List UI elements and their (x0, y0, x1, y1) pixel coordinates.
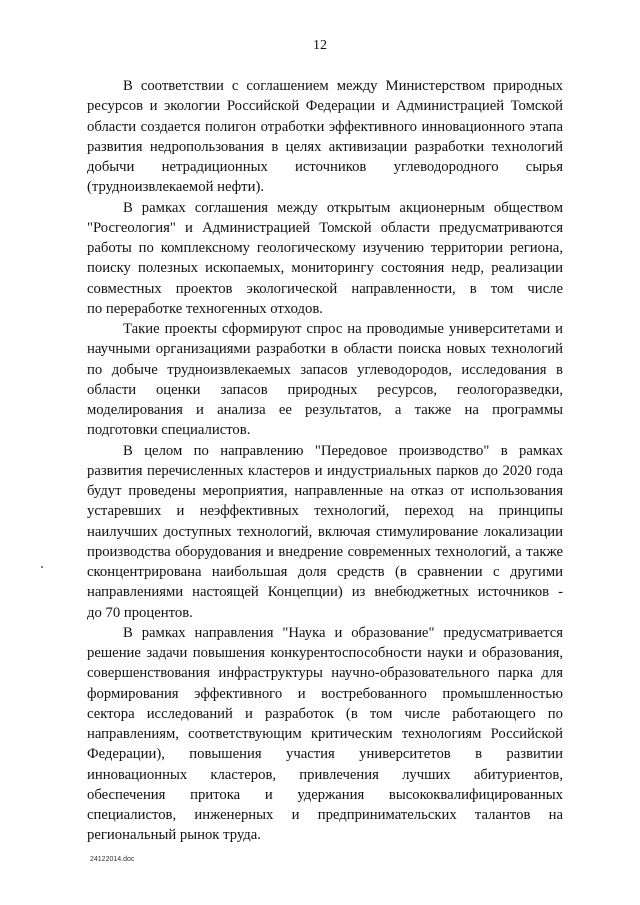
text-line: совершенствования инфраструктуры научно-образовательного парка для (87, 665, 563, 682)
text-line: развития недропользования в целях активизации разработки технологий (87, 138, 563, 155)
document-body (87, 76, 563, 846)
text-line: инновационных кластеров, привлечения лучших абитуриентов, (87, 766, 563, 783)
text-line: до 70 процентов. (87, 604, 193, 621)
text-line: поиску полезных ископаемых, мониторингу состояния недр, реализации (87, 260, 563, 277)
text-line: области создается полигон отработки эффективного инновационного этапа (87, 118, 563, 135)
text-line: Такие проекты сформируют спрос на проводимые университетами и (123, 321, 563, 337)
text-line: устаревших и неэффективных технологий, переход на принципы (87, 503, 563, 520)
paragraph (87, 623, 563, 846)
text-line: наилучших доступных технологий, включая стимулирование локализации (87, 523, 563, 540)
text-line: направлениям, соответствующим критическим технологиям Российской (87, 726, 563, 742)
paragraph (87, 319, 563, 441)
text-line: В целом по направлению "Передовое производство" в рамках (123, 442, 563, 459)
text-line: направлениями настоящей Концепции) из внебюджетных источников - (87, 584, 563, 601)
text-line: В рамках направления "Наука и образование" предусматривается (123, 624, 563, 641)
text-line: по добыче трудноизвлекаемых запасов углеводородов, исследования в (87, 361, 563, 378)
text-line: Федерации), повышения участия университетов в развитии (87, 746, 563, 763)
text-line: по переработке техногенных отходов. (87, 300, 323, 317)
paragraph (87, 441, 563, 623)
text-line: ресурсов и экологии Российской Федерации и Администрацией Томской (87, 98, 563, 115)
text-line: добычи нетрадиционных источников углеводородного сырья (87, 159, 563, 175)
footer-filename: 24122014.doc (90, 856, 135, 863)
text-line: области оценки запасов природных ресурсов, геологоразведки, (87, 381, 563, 398)
text-line: решение задачи повышения конкурентоспособности науки и образования, (87, 645, 563, 661)
text-line: формирования эффективного и востребованного промышленностью (87, 685, 563, 702)
text-line: В рамках соглашения между открытым акционерным обществом (123, 199, 563, 216)
text-line: региональный рынок труда. (87, 827, 261, 844)
text-line: научными организациями разработки в области поиска новых технологий (87, 341, 563, 358)
text-line: развития перечисленных кластеров и индустриальных парков до 2020 года (87, 462, 563, 479)
text-line: будут проведены мероприятия, направленные на отказ от использования (87, 483, 563, 499)
paragraph (87, 198, 563, 320)
text-line: подготовки специалистов. (87, 422, 251, 439)
text-line: совместных проектов экологической направленности, в том числе (87, 280, 563, 297)
text-line: специалистов, инженерных и предпринимательских талантов на (87, 807, 563, 823)
text-line: моделирования и анализа ее результатов, а также на программы (87, 402, 563, 418)
text-line: сектора исследований и разработок (в том числе работающего по (87, 705, 563, 722)
paragraph (87, 76, 563, 198)
text-line: обеспечения притока и удержания высококвалифицированных (87, 786, 563, 803)
text-line: работы по комплексному геологическому изучению территории региона, (87, 240, 563, 256)
text-line: (трудноизвлекаемой нефти). (87, 179, 265, 196)
text-line: производства оборудования и внедрение современных технологий, а также (87, 543, 563, 560)
stray-scan-mark (41, 566, 43, 568)
text-line: сконцентрирована наибольшая доля средств (в сравнении с другими (87, 564, 563, 580)
text-line: В соответствии с соглашением между Министерством природных (123, 78, 563, 94)
page-number: 12 (313, 38, 327, 53)
text-line: "Росгеология" и Администрацией Томской области предусматриваются (87, 219, 563, 236)
